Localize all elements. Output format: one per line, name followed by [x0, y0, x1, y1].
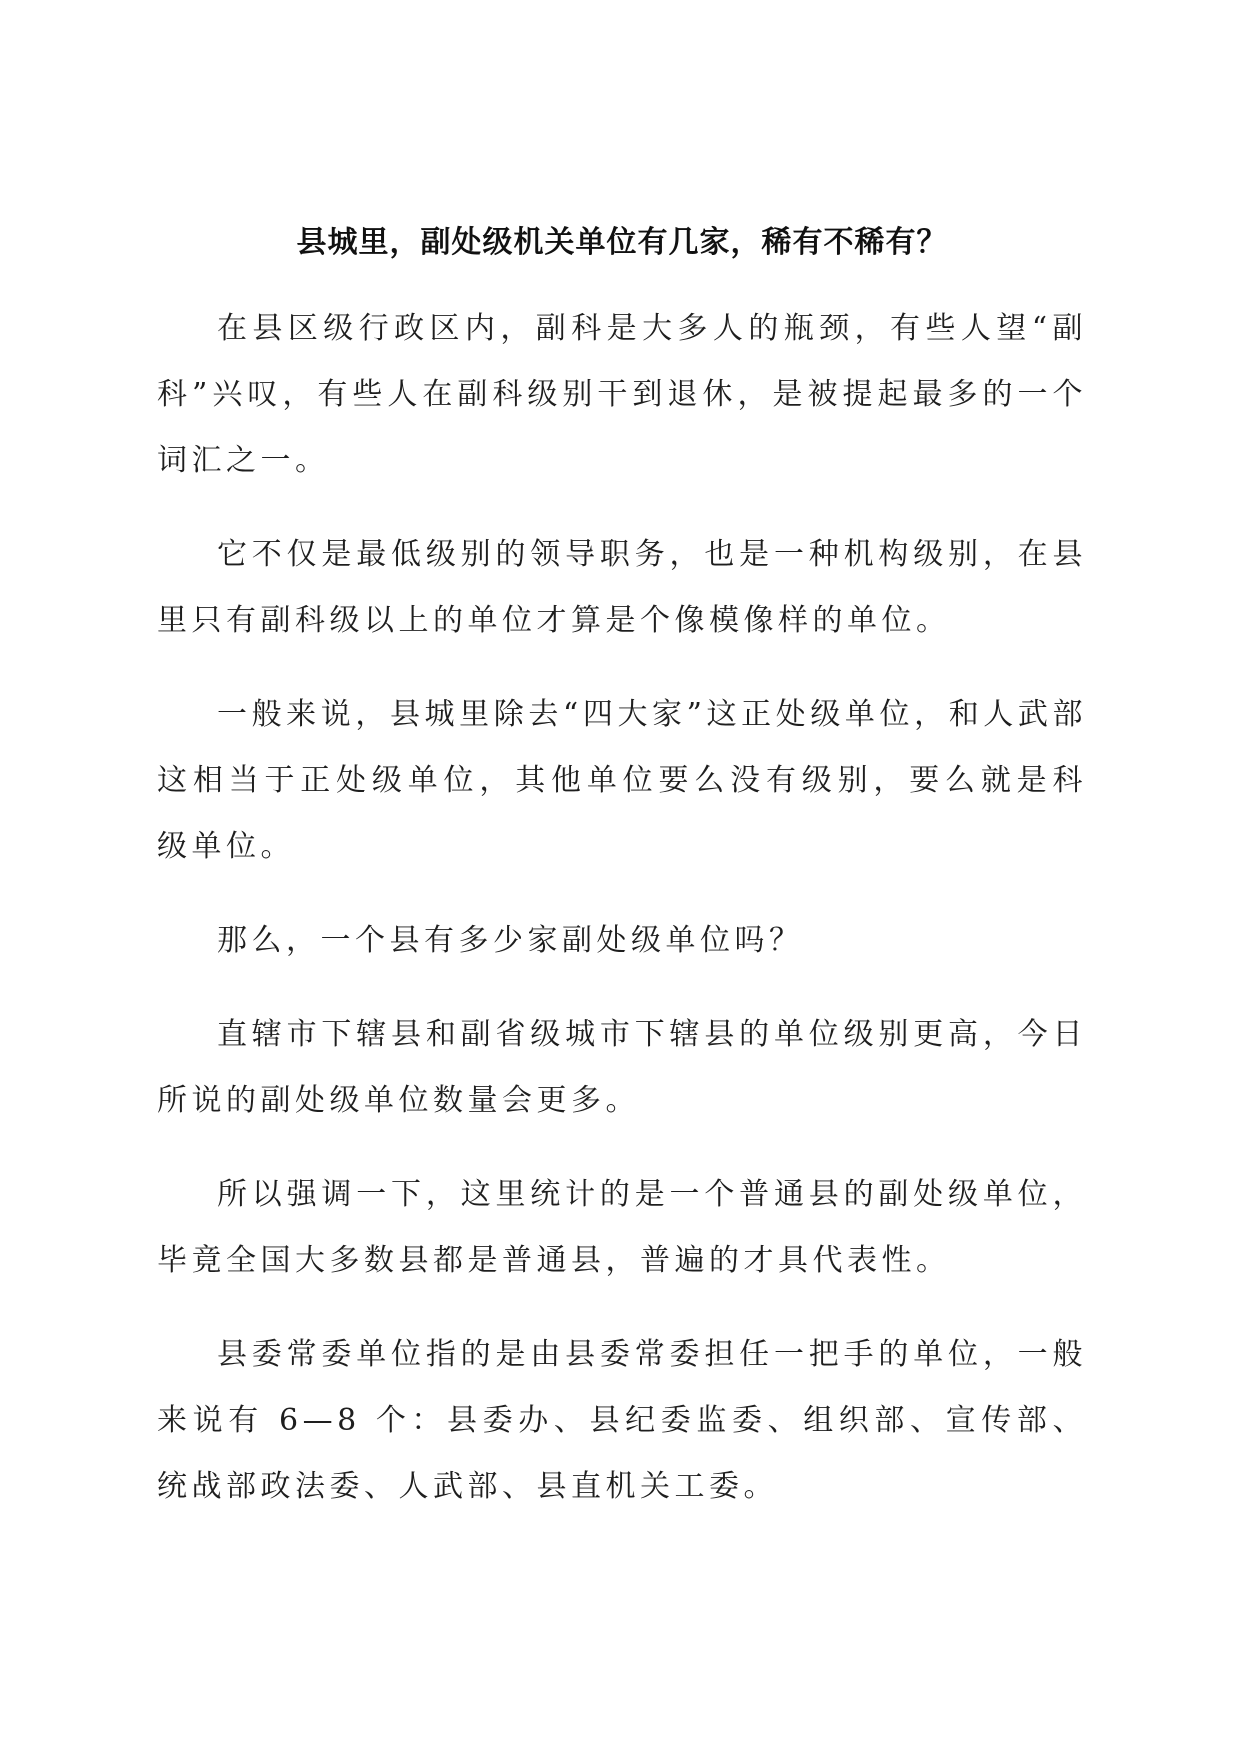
paragraph: 直辖市下辖县和副省级城市下辖县的单位级别更高，今日所说的副处级单位数量会更多。: [157, 1017, 1087, 1118]
document-title: 县城里，副处级机关单位有几家，稀有不稀有？: [296, 225, 948, 260]
paragraph: 所以强调一下，这里统计的是一个普通县的副处级单位，毕竟全国大多数县都是普通县，普遍的才具代表性。: [157, 1177, 1087, 1278]
paragraph: 它不仅是最低级别的领导职务，也是一种机构级别，在县里只有副科级以上的单位才算是个像模像样的单位。: [157, 537, 1087, 638]
paragraph: 县委常委单位指的是由县委常委担任一把手的单位，一般来说有 6—8 个：县委办、县纪委监委、组织部、宣传部、统战部政法委、人武部、县直机关工委。: [157, 1337, 1087, 1504]
paragraph: 一般来说，县城里除去“四大家”这正处级单位，和人武部这相当于正处级单位，其他单位要么没有级别，要么就是科级单位。: [157, 697, 1087, 864]
paragraph: 那么，一个县有多少家副处级单位吗？: [217, 923, 804, 958]
paragraph: 在县区级行政区内，副科是大多人的瓶颈，有些人望“副科”兴叹，有些人在副科级别干到退休，是被提起最多的一个词汇之一。: [157, 311, 1087, 478]
document-body: [157, 218, 1087, 1548]
